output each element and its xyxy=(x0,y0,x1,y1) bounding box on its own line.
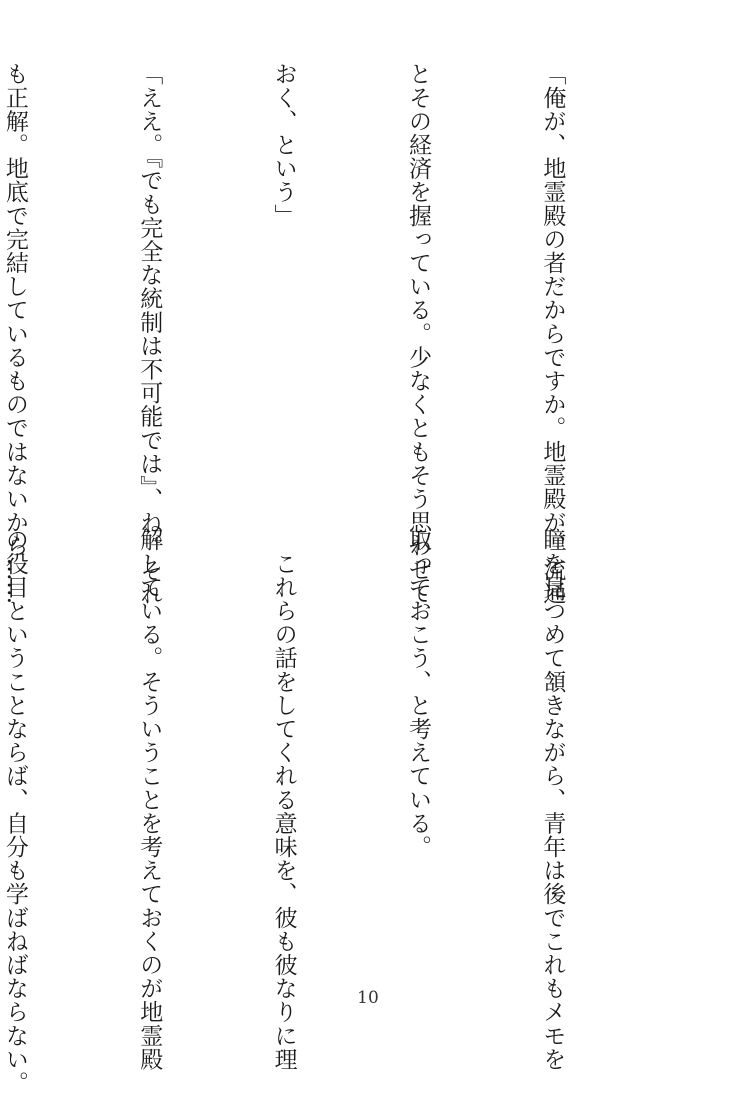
text-line: 瞳を見つめて頷きながら、青年は後でこれもメモを xyxy=(539,528,566,1071)
text-line: これらの話をしてくれる意味を、彼も彼なりに理 xyxy=(270,528,297,1071)
page-number: 10 xyxy=(357,988,379,1008)
text-line: 「ええ。『でも完全な統制は不可能では』、ね。それ xyxy=(136,62,163,606)
text-line: も正解。地底で完結しているものではないから…… xyxy=(1,62,28,605)
text-line: 「俺が、地霊殿の者だからですか。地霊殿が、流通 xyxy=(539,62,566,605)
text-block-top xyxy=(1,62,664,606)
text-line: とその経済を握っている。少なくともそう思わせて xyxy=(405,62,432,605)
text-line: 取っておこう、と考えている。 xyxy=(405,528,432,859)
text-line: おく、という」 xyxy=(270,62,297,228)
text-line: 解している。そういうことを考えておくのが地霊殿 xyxy=(136,528,163,1071)
text-line: の役目ということならば、自分も学ばねばならない。 xyxy=(1,528,28,1094)
